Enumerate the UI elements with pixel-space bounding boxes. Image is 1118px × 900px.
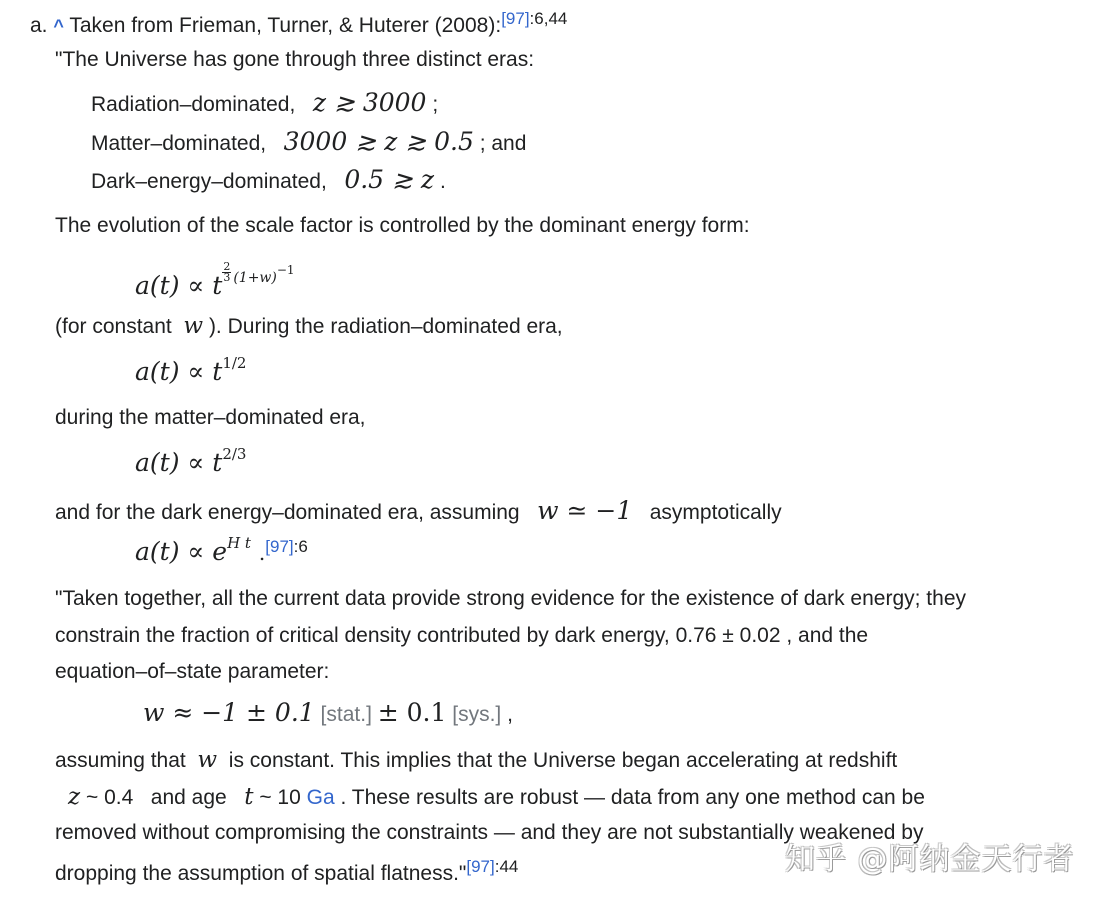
zhihu-watermark: 知乎 @阿纳金天行者	[785, 842, 1075, 877]
formula-matter: $a(t) \propto t^{2/3}$	[135, 445, 247, 477]
formula-general: a(t) ∝ t $\frac{2}{3}$ $^{(1+w)-1}$	[135, 260, 295, 300]
evolution-text: The evolution of the scale factor is controlled by the dominant energy form:	[55, 214, 750, 237]
era-condition: 3000 ≳ z ≳ 0.5	[283, 127, 474, 156]
formula-radiation: $a(t) \propto t^{1/2}$	[135, 354, 247, 386]
fraction: $\frac{2}{3}$	[223, 260, 231, 284]
paragraph-2-line-3: equation–of–state parameter:	[55, 660, 330, 683]
era-dark-energy: Dark–energy–dominated, 0.5 ≳ z .	[91, 165, 446, 194]
reference-97-link[interactable]: [97]	[466, 857, 495, 876]
paragraph-3-line-2: z ~ 0.4 and age t ~ 10 Ga . These results are robust — data from any one method can be	[68, 784, 925, 810]
footnote-heading	[30, 9, 567, 38]
matter-text: during the matter–dominated era,	[55, 406, 366, 429]
era-condition: 0.5 ≳ z	[344, 165, 435, 194]
paragraph-3-line-3: removed without compromising the constraints — and they are not substantially weakened by	[55, 821, 924, 844]
dark-energy-text: and for the dark energy–dominated era, assuming w ≃ −1 asymptotically	[55, 496, 782, 525]
footnote-marker: a.	[30, 14, 48, 37]
paragraph-3-line-1: assuming that w is constant. This implies that the Universe began accelerating at redshift	[55, 747, 898, 773]
reference-97-link[interactable]: [97]	[501, 9, 530, 28]
paragraph-2-line-1: "Taken together, all the current data provide strong evidence for the existence of dark energy; they	[55, 587, 966, 610]
formula-w: w ≈ −1 ± 0.1 [stat.] ± 0.1 [sys.] ,	[143, 698, 513, 727]
back-to-citation-caret[interactable]: ^	[53, 16, 64, 36]
paragraph-3-line-4: dropping the assumption of spatial flatness."$^{[97]:44}$	[55, 857, 519, 885]
era-condition: z ≳ 3000	[312, 88, 427, 117]
formula-dark-energy: $a(t) \propto e^{H t}$ .$^{[97]:6}$	[135, 534, 308, 566]
ga-link[interactable]: Ga	[306, 786, 335, 809]
constant-w-text: (for constant w ). During the radiation–dominated era,	[55, 313, 563, 339]
paragraph-2-line-2: constrain the fraction of critical density contributed by dark energy, 0.76 ± 0.02 , and the	[55, 624, 869, 647]
reference-97-link[interactable]: [97]	[265, 537, 294, 556]
era-matter: Matter–dominated, 3000 ≳ z ≳ 0.5 ; and	[91, 127, 527, 156]
era-radiation: Radiation–dominated, z ≳ 3000 ;	[91, 88, 439, 117]
quote-opening: "The Universe has gone through three distinct eras:	[55, 48, 535, 71]
reference-pages: :6,44	[529, 9, 568, 28]
footnote-intro: Taken from Frieman, Turner, & Huterer (2008):	[69, 14, 502, 37]
